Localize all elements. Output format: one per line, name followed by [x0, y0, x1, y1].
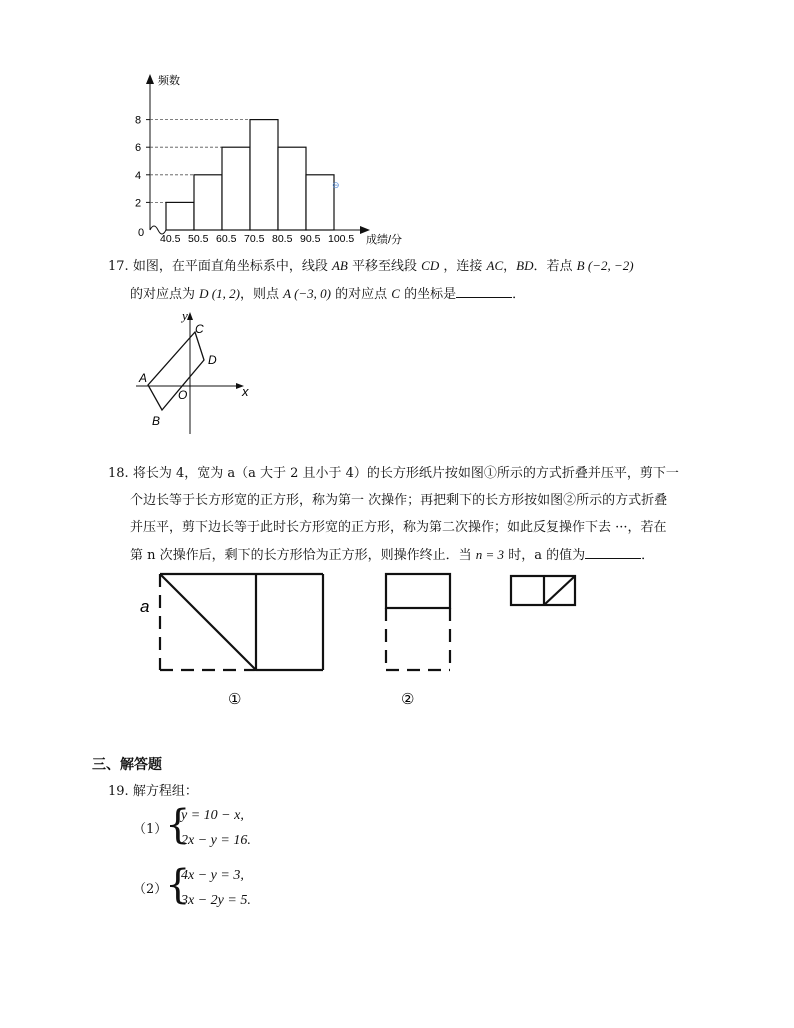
question-17: 17. 如图，在平面直角坐标系中，线段 AB 平移至线段 CD ，连接 AC，BD．若点 B (−2, −2) 的对应点为 D (1, 2)，则点 A (−3, 0) 的对应点 C 的坐标是 ． [108, 258, 634, 302]
svg-text:A: A [139, 371, 148, 385]
q19-number: 19. [108, 784, 129, 799]
y-tick-label: 2 [135, 197, 142, 210]
svg-text:D: D [208, 353, 217, 367]
origin-label: 0 [138, 227, 145, 239]
x-tick-label: 80.5 [272, 233, 293, 245]
x-tick-label: 60.5 [216, 233, 237, 245]
histogram-bar [306, 175, 334, 230]
small-mark-icon: ⊖ [332, 180, 340, 190]
svg-text:C: C [195, 322, 204, 336]
parallelogram-acdb [148, 332, 204, 410]
x-tick-label: 50.5 [188, 233, 209, 245]
y-tick-label: 4 [135, 169, 142, 182]
question-18: 18. 将长为 4，宽为 a（a 大于 2 且小于 4）的长方形纸片按如图①所示的方式折叠并压平，剪下一 个边长等于长方形宽的正方形，称为第一 次操作；再把剩下的长方形按如图②所示的方式折叠 并压平，剪下边长等于此时长方形宽的正方形，称为第二次操作；如此反复操作下去 ···，若在 第 n 次操作后，剩下的长方形恰为正方形，则操作终止．当 n = 3 时，a 的值为 ． [108, 466, 679, 563]
x-axis-arrow [360, 226, 370, 234]
y-axis-label: 频数 [158, 75, 180, 87]
svg-text:y: y [182, 308, 188, 323]
histogram-bar [166, 202, 194, 230]
x-tick-label: 40.5 [160, 233, 181, 245]
x-tick-label: 100.5 [328, 233, 355, 245]
y-axis-arrow [146, 74, 154, 84]
q18-number: 18. [108, 466, 129, 481]
q17-coordinate-figure [132, 306, 258, 438]
svg-text:a: a [140, 597, 150, 616]
histogram-bar [250, 120, 278, 230]
q17-number: 17. [108, 259, 129, 274]
svg-text:x: x [242, 384, 249, 399]
question-19: 19. 解方程组： [108, 784, 198, 799]
x-axis-label: 成绩/分 [366, 234, 403, 246]
q18-folding-figures [130, 566, 600, 716]
y-tick-label: 8 [135, 114, 142, 127]
x-tick-label: 70.5 [244, 233, 265, 245]
svg-text:①: ① [228, 691, 242, 708]
y-tick-label: 6 [135, 142, 142, 155]
answer-blank[interactable] [585, 544, 641, 559]
answer-blank[interactable] [456, 283, 512, 298]
histogram-bar [194, 175, 222, 230]
svg-text:O: O [178, 388, 188, 402]
svg-text:②: ② [401, 691, 415, 708]
histogram-chart [120, 70, 430, 250]
section-title: 三、解答题 [92, 756, 162, 772]
x-tick-label: 90.5 [300, 233, 321, 245]
histogram-bar [278, 147, 306, 230]
svg-text:B: B [152, 414, 161, 428]
histogram-bar [222, 147, 250, 230]
